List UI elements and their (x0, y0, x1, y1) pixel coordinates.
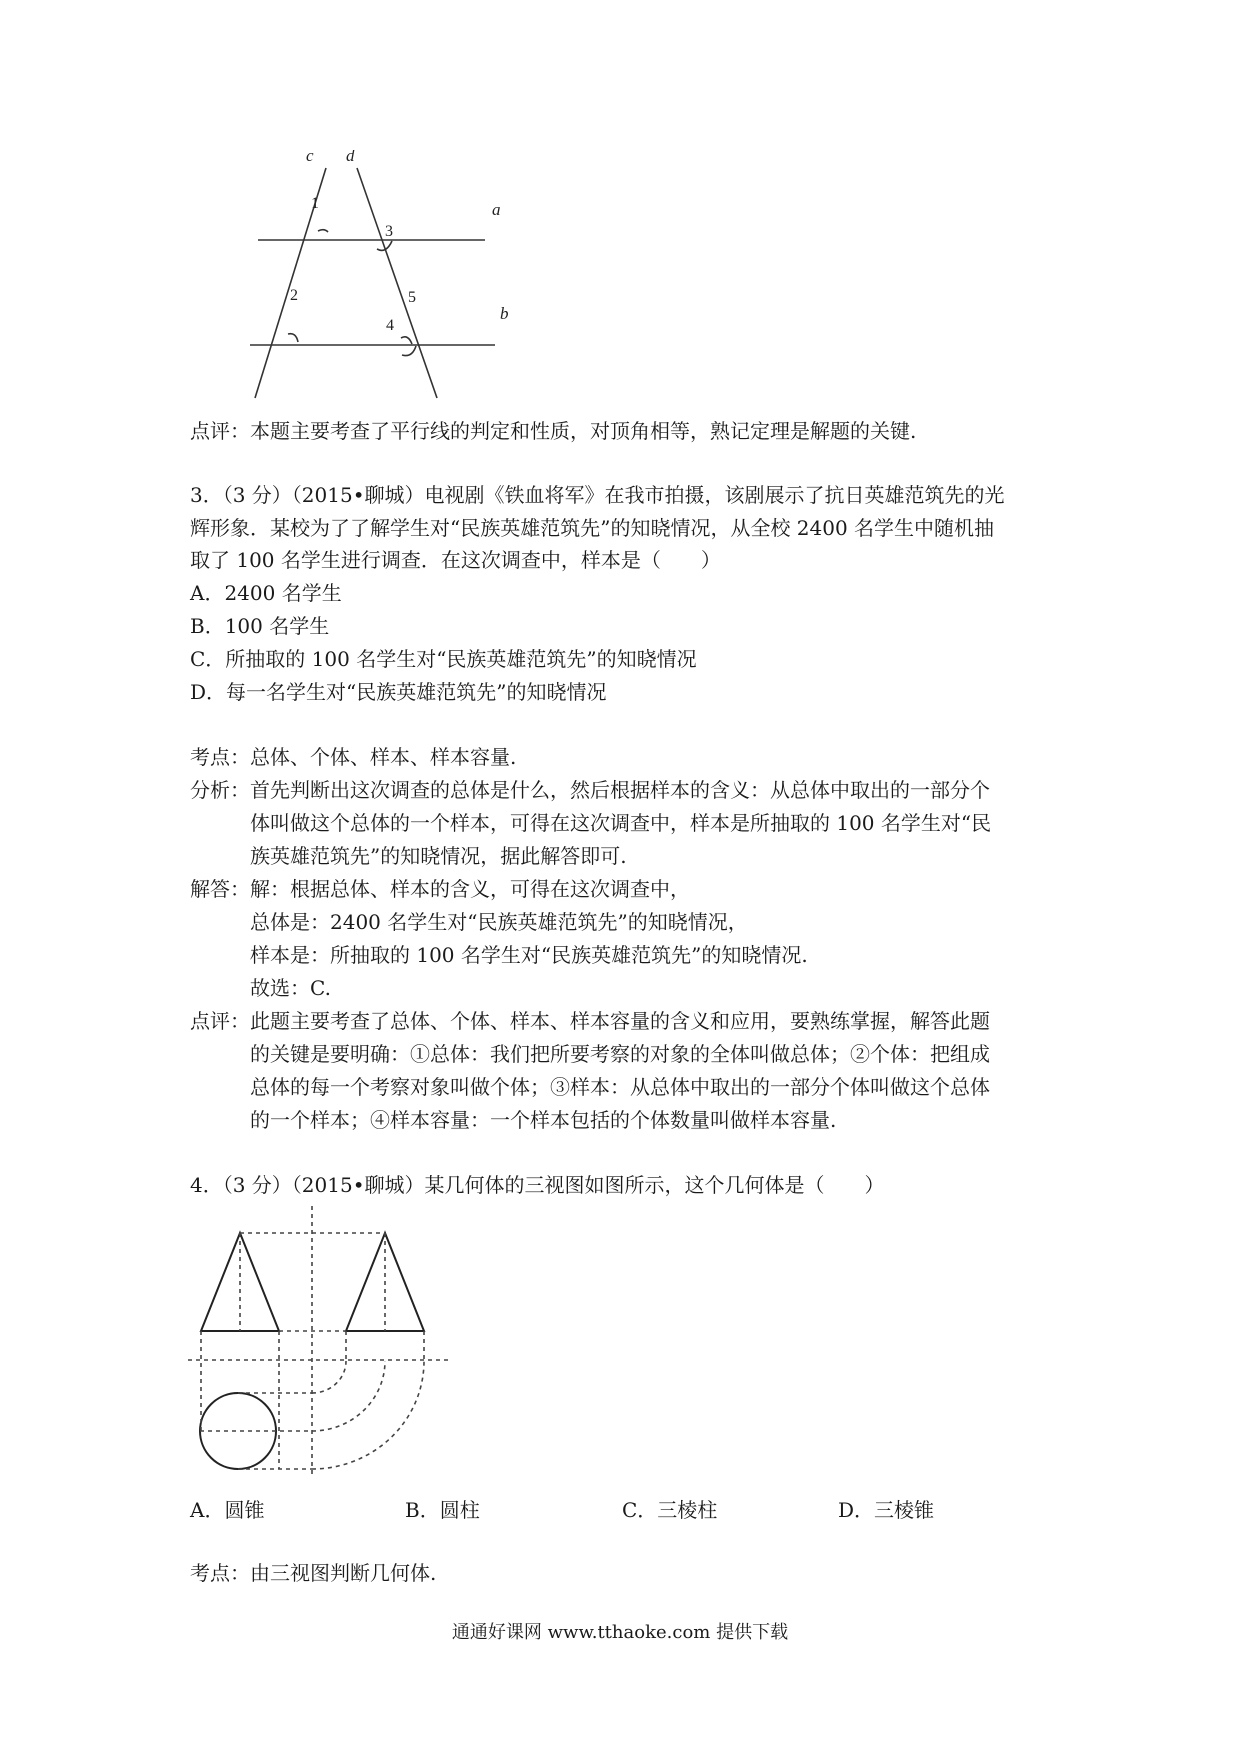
q2-comment: 点评：本题主要考查了平行线的判定和性质，对顶角相等，熟记定理是解题的关键. (190, 419, 917, 443)
q4-option-a: A．圆锥 (190, 1498, 265, 1522)
angle-label-3: 3 (385, 223, 393, 240)
transfer-arc-outer (312, 1361, 424, 1469)
q3-jieda-line-4: 故选：C. (250, 976, 331, 1000)
q3-option-a: A．2400 名学生 (190, 581, 342, 605)
q3-option-c: C．所抽取的 100 名学生对“民族英雄范筑先”的知晓情况 (190, 647, 697, 671)
q3-jieda-line-3: 样本是：所抽取的 100 名学生对“民族英雄范筑先”的知晓情况. (250, 943, 808, 967)
q3-kaodian: 考点：总体、个体、样本、样本容量. (190, 745, 517, 769)
angle-label-1: 1 (311, 195, 319, 212)
q3-stem-line-3: 取了 100 名学生进行调查．在这次调查中，样本是（ ） (190, 548, 721, 572)
q4-option-d: D．三棱锥 (838, 1498, 935, 1522)
three-view-figure (180, 1200, 460, 1490)
footer-credit: 通通好课网 www.tthaoke.com 提供下载 (451, 1622, 789, 1643)
q3-stem-line-1: 3．（3 分）（2015•聊城）电视剧《铁血将军》在我市拍摄，该剧展示了抗日英雄范筑先的光 (190, 483, 1005, 507)
label-b: b (500, 304, 509, 323)
q3-dianping-line-4: 的一个样本；④样本容量：一个样本包括的个体数量叫做样本容量. (250, 1108, 837, 1132)
label-a: a (492, 200, 501, 219)
transfer-arc-inner (312, 1361, 346, 1393)
q3-jieda-line-2: 总体是：2400 名学生对“民族英雄范筑先”的知晓情况， (250, 910, 748, 934)
q3-fenxi-line-3: 族英雄范筑先”的知晓情况，据此解答即可. (250, 844, 627, 868)
q3-dianping-line-1: 点评：此题主要考查了总体、个体、样本、样本容量的含义和应用，要熟练掌握，解答此题 (190, 1009, 990, 1033)
angle-label-4: 4 (386, 317, 394, 334)
label-c: c (306, 150, 314, 165)
parallel-lines-figure (240, 150, 530, 410)
angle-5-arc (401, 337, 412, 344)
q4-stem: 4．（3 分）（2015•聊城）某几何体的三视图如图所示，这个几何体是（ ） (190, 1173, 885, 1197)
angle-label-2: 2 (290, 287, 298, 304)
q4-kaodian: 考点：由三视图判断几何体. (190, 1561, 437, 1585)
transfer-arc-middle (312, 1361, 385, 1431)
q3-jieda-line-1: 解答：解：根据总体、样本的含义，可得在这次调查中， (190, 877, 690, 901)
q3-fenxi-line-1: 分析：首先判断出这次调查的总体是什么，然后根据样本的含义：从总体中取出的一部分个 (190, 778, 990, 802)
q3-fenxi-line-2: 体叫做这个总体的一个样本，可得在这次调查中，样本是所抽取的 100 名学生对“民 (250, 811, 992, 835)
angle-4-arc (402, 346, 416, 356)
q3-dianping-line-3: 总体的每一个考察对象叫做个体；③样本：从总体中取出的一部分个体叫做这个总体 (250, 1075, 990, 1099)
angle-1-arc (318, 230, 328, 232)
q4-option-b: B．圆柱 (405, 1498, 480, 1522)
line-d (357, 168, 437, 398)
q3-dianping-line-2: 的关键是要明确：①总体：我们把所要考察的对象的全体叫做总体；②个体：把组成 (250, 1042, 990, 1066)
q3-option-d: D．每一名学生对“民族英雄范筑先”的知晓情况 (190, 680, 607, 704)
angle-2-arc (288, 334, 298, 342)
q3-stem-line-2: 辉形象．某校为了了解学生对“民族英雄范筑先”的知晓情况，从全校 2400 名学生中随机抽 (190, 516, 995, 540)
label-d: d (346, 150, 355, 165)
q3-option-b: B．100 名学生 (190, 614, 330, 638)
angle-label-5: 5 (408, 289, 416, 306)
q4-option-c: C．三棱柱 (622, 1498, 718, 1522)
